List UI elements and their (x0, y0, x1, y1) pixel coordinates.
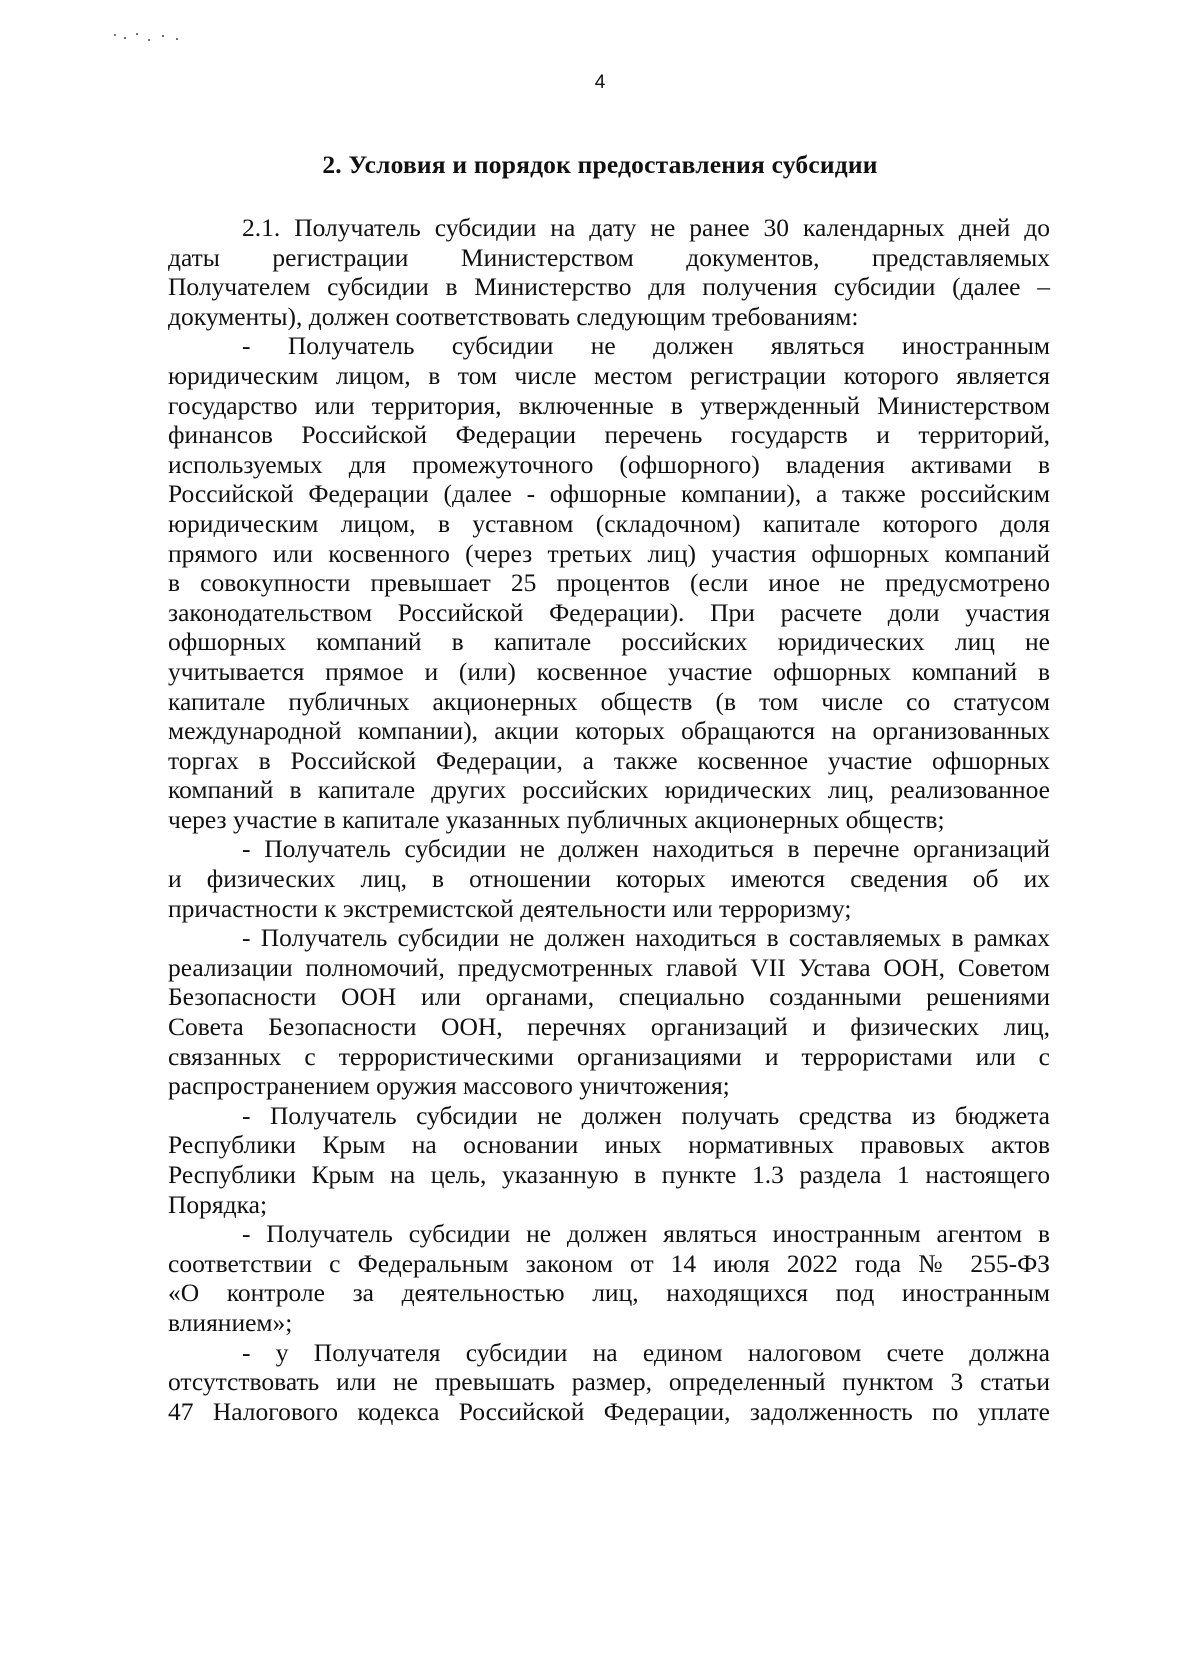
text-line: связанных с террористическими организациями и террористами или с (168, 1041, 1050, 1071)
text-line: Республики Крым на основании иных нормативных правовых актов (168, 1130, 1050, 1160)
text-line: и физических лиц, в отношении которых имеются сведения об их (168, 864, 1050, 894)
text-line: Безопасности ООН или органами, специально созданными решениями (168, 982, 1050, 1012)
text-line: Республики Крым на цель, указанную в пункте 1.3 раздела 1 настоящего (168, 1160, 1050, 1189)
text-line: государство или территория, включенные в утвержденный Министерством (168, 390, 1050, 420)
text-line: отсутствовать или не превышать размер, определенный пунктом 3 статьи (168, 1367, 1050, 1397)
text-line: международной компании), акции которых обращаются на организованных (168, 716, 1050, 746)
text-line: капитале публичных акционерных обществ (в том числе со статусом (168, 686, 1050, 716)
text-line: торгах в Российской Федерации, а также косвенное участие офшорных (168, 745, 1050, 775)
text-line: прямого или косвенного (через третьих лиц) участия офшорных компаний (168, 538, 1050, 568)
text-line: 2.1. Получатель субсидии на дату не ранее 30 календарных дней до (242, 213, 1050, 242)
text-line: компаний в капитале других российских юридических лиц, реализованное (168, 775, 1050, 805)
text-line: - Получатель субсидии не должен являться иностранным агентом в (242, 1219, 1050, 1249)
text-line: законодательством Российской Федерации). При расчете доли участия (168, 597, 1050, 627)
text-line: - Получатель субсидии не должен находиться в составляемых в рамках (242, 923, 1050, 953)
text-line: Порядка; (168, 1189, 268, 1219)
text-line: офшорных компаний в капитале российских юридических лиц не (168, 627, 1050, 657)
text-line: Совета Безопасности ООН, перечнях организаций и физических лиц, (168, 1012, 1050, 1042)
section-heading: 2. Условия и порядок предоставления субсидии (322, 150, 878, 179)
text-line: юридическим лицом, в уставном (складочном) капитале которого доля (168, 508, 1050, 538)
text-line: - у Получателя субсидии на едином налоговом счете должна (242, 1337, 1050, 1367)
text-line: соответствии с Федеральным законом от 14 июля 2022 года № 255-ФЗ (168, 1248, 1050, 1278)
text-line: реализации полномочий, предусмотренных главой VII Устава ООН, Советом (168, 952, 1050, 982)
text-line: «О контроле за деятельностью лиц, находящихся под иностранным (168, 1278, 1050, 1308)
text-line: влиянием»; (168, 1307, 293, 1337)
text-line: учитывается прямое и (или) косвенное участие офшорных компаний в (168, 656, 1050, 686)
text-line: 47 Налогового кодекса Российской Федерации, задолженность по уплате (168, 1396, 1050, 1426)
scan-specks (110, 28, 200, 46)
text-line: в совокупности превышает 25 процентов (если иное не предусмотрено (168, 568, 1050, 598)
text-line: Российской Федерации (далее - офшорные компании), а также российским (168, 479, 1050, 509)
text-line: используемых для промежуточного (офшорного) владения активами в (168, 449, 1050, 479)
text-line: причастности к экстремистской деятельности или терроризму; (168, 893, 852, 923)
text-line: документы), должен соответствовать следующим требованиям: (168, 301, 859, 331)
text-line: Получателем субсидии в Министерство для получения субсидии (далее – (168, 272, 1050, 302)
document-body (168, 213, 1050, 1426)
text-line: распространением оружия массового уничтожения; (168, 1071, 730, 1101)
text-line: - Получатель субсидии не должен получать средства из бюджета (242, 1100, 1050, 1130)
text-line: через участие в капитале указанных публичных акционерных обществ; (168, 804, 945, 834)
text-line: даты регистрации Министерством документов, представляемых (168, 242, 1050, 272)
page-number: 4 (594, 72, 606, 93)
text-line: - Получатель субсидии не должен являться иностранным (242, 331, 1050, 361)
text-line: - Получатель субсидии не должен находиться в перечне организаций (242, 834, 1050, 864)
text-line: юридическим лицом, в том числе местом регистрации которого является (168, 360, 1050, 390)
text-line: финансов Российской Федерации перечень государств и территорий, (168, 420, 1050, 450)
